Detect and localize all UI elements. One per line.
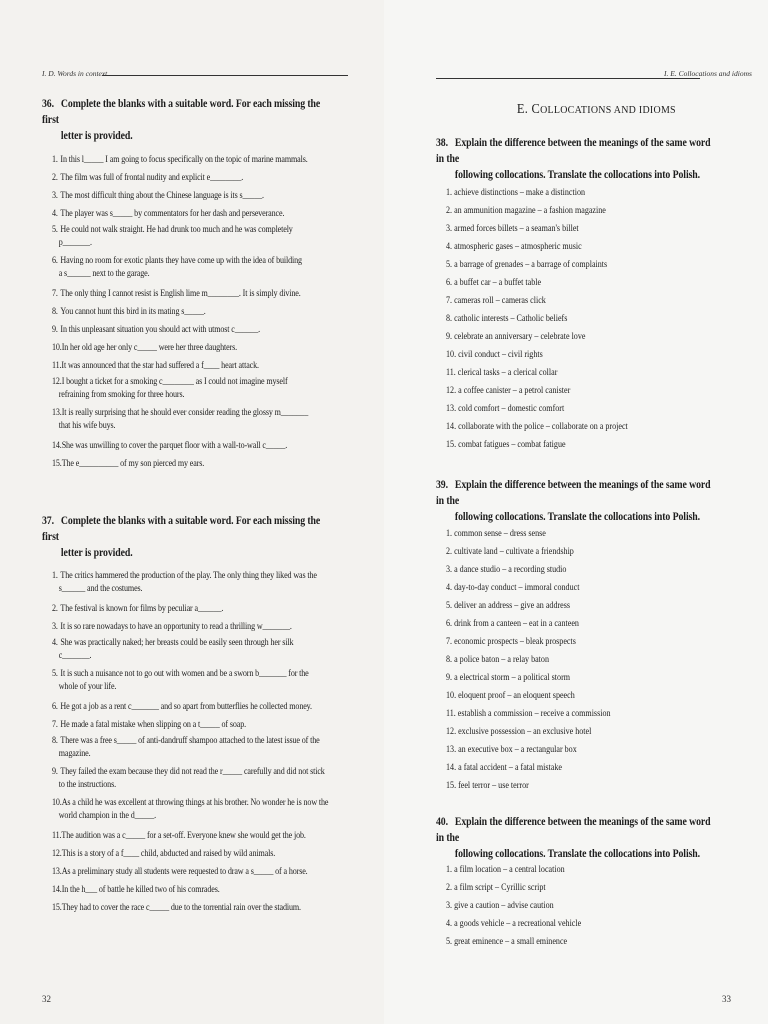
list-item xyxy=(52,569,329,600)
item-number: 12. xyxy=(446,386,457,396)
item-number: 14. xyxy=(52,884,62,895)
item-text-continued: s______ and the costumes. xyxy=(58,583,143,594)
item-number: 2. xyxy=(446,206,453,216)
item-text: He could not walk straight. He had drunk too much and he was completely xyxy=(60,224,293,235)
item-text: a fatal accident – a fatal mistake xyxy=(458,763,562,773)
exercise-39-items xyxy=(446,525,756,795)
item-text: The film was full of frontal nudity and explicit e________. xyxy=(60,172,244,183)
item-text: She was practically naked; her breasts could be easily seen through her silk xyxy=(60,637,294,648)
section-title xyxy=(517,101,676,117)
exercise-title-line: letter is provided. xyxy=(60,547,133,559)
running-head-left: I. D. Words in context xyxy=(42,69,108,78)
item-number: 6. xyxy=(52,255,58,266)
list-item xyxy=(52,600,329,618)
item-number: 1. xyxy=(446,865,453,875)
item-text: cultivate land – cultivate a friendship xyxy=(454,547,574,557)
item-text: economic prospects – bleak prospects xyxy=(454,637,576,647)
item-number: 15. xyxy=(446,781,457,791)
item-text-continued: that his wife buys. xyxy=(58,420,116,431)
item-text: a goods vehicle – a recreational vehicle xyxy=(454,919,582,929)
exercise-title-line: following collocations. Translate the collocations into Polish. xyxy=(454,169,701,181)
item-number: 5. xyxy=(52,224,58,235)
exercise-number: 37. xyxy=(42,515,54,527)
item-text: give a caution – advise caution xyxy=(454,901,554,911)
list-item xyxy=(52,254,329,285)
exercise-title xyxy=(436,135,720,183)
list-item xyxy=(52,223,329,254)
item-text: It was announced that the star had suffered a f____ heart attack. xyxy=(61,360,259,371)
list-item xyxy=(52,205,329,223)
list-item xyxy=(52,765,329,796)
exercise-number: 38. xyxy=(436,137,448,149)
list-item xyxy=(52,285,329,303)
item-text: a barrage of grenades – a barrage of complaints xyxy=(454,260,608,270)
list-item xyxy=(446,382,713,400)
item-number: 1. xyxy=(52,154,58,165)
item-number: 11. xyxy=(52,830,62,841)
list-item xyxy=(52,734,329,765)
list-item xyxy=(52,406,329,437)
item-number: 2. xyxy=(446,547,453,557)
item-number: 3. xyxy=(52,621,58,632)
list-item xyxy=(52,151,329,169)
item-number: 7. xyxy=(52,288,58,299)
list-item xyxy=(446,597,713,615)
section-title-smallcaps: OLLOCATIONS AND IDIOMS xyxy=(540,104,676,116)
list-item xyxy=(52,899,329,917)
exercise-title xyxy=(436,477,720,525)
item-number: 11. xyxy=(446,709,456,719)
item-number: 2. xyxy=(52,603,58,614)
exercise-37 xyxy=(42,513,382,561)
exercise-37-items xyxy=(52,569,382,917)
list-item xyxy=(446,292,713,310)
item-text: He got a job as a rent c_______ and so apart from butterflies he collected money. xyxy=(60,701,312,712)
item-text: a police baton – a relay baton xyxy=(454,655,549,665)
item-number: 10. xyxy=(446,350,457,360)
item-number: 10. xyxy=(446,691,457,701)
list-item xyxy=(52,375,329,406)
list-item xyxy=(446,633,713,651)
item-text-continued: p_______. xyxy=(58,237,92,248)
item-text: She was unwilling to cover the parquet floor with a wall-to-wall c_____. xyxy=(61,440,288,451)
item-text: It is really surprising that he should ever consider reading the glossy m_______ xyxy=(61,407,309,418)
item-number: 9. xyxy=(52,324,58,335)
list-item xyxy=(52,187,329,205)
item-text: celebrate an anniversary – celebrate love xyxy=(454,332,586,342)
item-text: In this l_____ I am going to focus specifically on the topic of marine mammals. xyxy=(60,154,308,165)
exercise-title-line: Explain the difference between the meanings of the same word in the xyxy=(436,816,711,844)
item-number: 11. xyxy=(52,360,62,371)
item-text: In her old age her only c_____ were her three daughters. xyxy=(61,342,238,353)
item-number: 1. xyxy=(52,570,58,581)
item-text: The critics hammered the production of the play. The only thing they liked was the xyxy=(60,570,317,581)
item-number: 2. xyxy=(446,883,453,893)
item-number: 15. xyxy=(446,440,457,450)
item-number: 5. xyxy=(446,601,453,611)
list-item xyxy=(446,579,713,597)
list-item xyxy=(52,339,329,357)
item-number: 15. xyxy=(52,458,62,469)
item-text: As a child he was excellent at throwing things at his brother. No wonder he is now the xyxy=(61,797,329,808)
list-item xyxy=(446,328,713,346)
list-item xyxy=(52,845,329,863)
item-text-continued: whole of your life. xyxy=(58,681,117,692)
list-item xyxy=(446,615,713,633)
page-number-left: 32 xyxy=(42,994,51,1004)
item-text: The e__________ of my son pierced my ears. xyxy=(61,458,205,469)
exercise-36 xyxy=(42,96,382,144)
item-number: 14. xyxy=(52,440,62,451)
item-number: 3. xyxy=(446,224,453,234)
item-text: The audition was a c_____ for a set-off. Everyone knew she would get the job. xyxy=(61,830,306,841)
exercise-title-line: following collocations. Translate the collocations into Polish. xyxy=(454,511,701,523)
item-number: 4. xyxy=(446,583,453,593)
item-text: I bought a ticket for a smoking c________ as I could not imagine myself xyxy=(61,376,288,387)
item-text: The only thing I cannot resist is English lime m________. It is simply divine. xyxy=(60,288,301,299)
exercise-number: 36. xyxy=(42,98,54,110)
item-number: 8. xyxy=(52,735,58,746)
list-item xyxy=(446,933,713,951)
item-number: 9. xyxy=(446,673,453,683)
item-number: 12. xyxy=(446,727,457,737)
list-item xyxy=(446,274,713,292)
exercise-title xyxy=(42,96,334,144)
list-item xyxy=(52,455,329,473)
item-text: They failed the exam because they did not read the r_____ carefully and did not stick xyxy=(60,766,325,777)
item-text: It is so rare nowadays to have an opportunity to read a thrilling w_______. xyxy=(60,621,292,632)
item-text: a film script – Cyrillic script xyxy=(454,883,546,893)
item-number: 3. xyxy=(446,901,453,911)
item-text: combat fatigues – combat fatigue xyxy=(458,440,566,450)
list-item xyxy=(446,525,713,543)
item-number: 7. xyxy=(446,637,453,647)
list-item xyxy=(446,897,713,915)
list-item xyxy=(446,202,713,220)
item-number: 13. xyxy=(446,404,457,414)
item-text: an ammunition magazine – a fashion magazine xyxy=(454,206,606,216)
item-text: It is such a nuisance not to go out with women and be a sworn b_______ for the xyxy=(60,668,309,679)
list-item xyxy=(52,169,329,187)
item-number: 13. xyxy=(52,866,62,877)
item-text: an executive box – a rectangular box xyxy=(458,745,577,755)
header-rule xyxy=(102,75,348,76)
item-number: 14. xyxy=(446,763,457,773)
item-text: common sense – dress sense xyxy=(454,529,546,539)
item-text: a film location – a central location xyxy=(454,865,565,875)
item-text: armed forces billets – a seaman's billet xyxy=(454,224,579,234)
item-number: 9. xyxy=(446,332,453,342)
exercise-40-items xyxy=(446,861,756,951)
item-text: He made a fatal mistake when slipping on a t_____ of soap. xyxy=(60,719,247,730)
item-number: 15. xyxy=(52,902,62,913)
item-number: 7. xyxy=(446,296,453,306)
exercise-number: 39. xyxy=(436,479,448,491)
list-item xyxy=(52,437,329,455)
list-item xyxy=(52,303,329,321)
item-number: 9. xyxy=(52,766,58,777)
item-text: In the h___ of battle he killed two of his comrades. xyxy=(61,884,220,895)
list-item xyxy=(446,543,713,561)
item-text: Having no room for exotic plants they have come up with the idea of building xyxy=(60,255,302,266)
item-number: 8. xyxy=(446,314,453,324)
list-item xyxy=(446,723,713,741)
list-item xyxy=(52,357,329,375)
exercise-title-line: Complete the blanks with a suitable word. For each missing the first xyxy=(42,515,321,543)
list-item xyxy=(52,716,329,734)
list-item xyxy=(446,364,713,382)
exercise-38-items xyxy=(446,184,756,454)
page-number-right: 33 xyxy=(722,994,731,1004)
item-text: collaborate with the police – collaborate on a project xyxy=(458,422,628,432)
running-head-right: I. E. Collocations and idioms xyxy=(664,69,752,78)
item-text: establish a commission – receive a commission xyxy=(457,709,611,719)
list-item xyxy=(446,705,713,723)
item-number: 4. xyxy=(52,637,58,648)
list-item xyxy=(446,418,713,436)
list-item xyxy=(52,863,329,881)
item-number: 2. xyxy=(52,172,58,183)
list-item xyxy=(446,861,713,879)
exercise-title-line: Complete the blanks with a suitable word. For each missing the first xyxy=(42,98,321,126)
list-item xyxy=(446,759,713,777)
item-number: 4. xyxy=(52,208,58,219)
item-text: day-to-day conduct – immoral conduct xyxy=(454,583,580,593)
item-number: 12. xyxy=(52,376,62,387)
list-item xyxy=(446,400,713,418)
exercise-title-line: Explain the difference between the meanings of the same word in the xyxy=(436,137,711,165)
list-item xyxy=(446,741,713,759)
item-text: civil conduct – civil rights xyxy=(458,350,543,360)
item-text: cameras roll – cameras click xyxy=(454,296,546,306)
item-text: As a preliminary study all students were requested to draw a s_____ of a horse. xyxy=(61,866,308,877)
exercise-title-line: letter is provided. xyxy=(60,130,133,142)
item-text: This is a story of a f____ child, abducted and raised by wild animals. xyxy=(61,848,276,859)
list-item xyxy=(52,796,329,827)
item-number: 5. xyxy=(52,668,58,679)
list-item xyxy=(52,618,329,636)
item-text: The player was s_____ by commentators for her dash and perseverance. xyxy=(60,208,285,219)
list-item xyxy=(446,561,713,579)
item-text: a electrical storm – a political storm xyxy=(454,673,571,683)
item-text-continued: magazine. xyxy=(58,748,91,759)
item-text: catholic interests – Catholic beliefs xyxy=(454,314,568,324)
item-text-continued: a s______ next to the garage. xyxy=(58,268,150,279)
item-number: 14. xyxy=(446,422,457,432)
item-text-continued: c_______. xyxy=(58,650,92,661)
item-number: 3. xyxy=(446,565,453,575)
item-number: 4. xyxy=(446,242,453,252)
right-page xyxy=(384,0,768,1024)
list-item xyxy=(52,698,329,716)
list-item xyxy=(52,827,329,845)
list-item xyxy=(446,256,713,274)
item-text: The festival is known for films by peculiar a______. xyxy=(60,603,224,614)
item-number: 13. xyxy=(446,745,457,755)
exercise-title-line: following collocations. Translate the collocations into Polish. xyxy=(454,848,701,860)
item-number: 6. xyxy=(446,619,453,629)
item-text: You cannot hunt this bird in its mating s_____. xyxy=(60,306,206,317)
item-text: eloquent proof – an eloquent speech xyxy=(458,691,575,701)
list-item xyxy=(446,220,713,238)
item-number: 5. xyxy=(446,260,453,270)
exercise-title xyxy=(436,814,720,862)
item-text: cold comfort – domestic comfort xyxy=(458,404,565,414)
item-text: clerical tasks – a clerical collar xyxy=(457,368,558,378)
item-number: 1. xyxy=(446,188,453,198)
list-item xyxy=(446,651,713,669)
item-text: a buffet car – a buffet table xyxy=(454,278,542,288)
item-number: 5. xyxy=(446,937,453,947)
item-number: 8. xyxy=(52,306,58,317)
list-item xyxy=(52,667,329,698)
exercise-40 xyxy=(436,814,766,862)
item-number: 12. xyxy=(52,848,62,859)
item-text: deliver an address – give an address xyxy=(454,601,571,611)
item-number: 11. xyxy=(446,368,456,378)
list-item xyxy=(446,687,713,705)
item-text-continued: to the instructions. xyxy=(58,779,116,790)
list-item xyxy=(446,346,713,364)
exercise-title-line: Explain the difference between the meanings of the same word in the xyxy=(436,479,711,507)
exercise-39 xyxy=(436,477,766,525)
item-text: In this unpleasant situation you should act with utmost c______. xyxy=(60,324,261,335)
exercise-number: 40. xyxy=(436,816,448,828)
item-text: They had to cover the race c_____ due to the torrential rain over the stadium. xyxy=(61,902,301,913)
list-item xyxy=(52,636,329,667)
item-number: 6. xyxy=(446,278,453,288)
list-item xyxy=(446,310,713,328)
item-text: a dance studio – a recording studio xyxy=(454,565,567,575)
item-text: drink from a canteen – eat in a canteen xyxy=(454,619,579,629)
item-text-continued: world champion in the d_____. xyxy=(58,810,157,821)
list-item xyxy=(446,879,713,897)
list-item xyxy=(446,777,713,795)
item-number: 13. xyxy=(52,407,62,418)
list-item xyxy=(52,321,329,339)
item-number: 7. xyxy=(52,719,58,730)
item-number: 6. xyxy=(52,701,58,712)
list-item xyxy=(446,184,713,202)
item-text: achieve distinctions – make a distinction xyxy=(454,188,586,198)
section-title-initial: E. C xyxy=(516,101,541,116)
item-text: The most difficult thing about the Chinese language is its s_____. xyxy=(60,190,264,201)
item-text: exclusive possession – an exclusive hotel xyxy=(458,727,592,737)
item-number: 4. xyxy=(446,919,453,929)
item-text: feel terror – use terror xyxy=(458,781,529,791)
exercise-36-items xyxy=(52,151,382,473)
exercise-title xyxy=(42,513,334,561)
item-number: 3. xyxy=(52,190,58,201)
item-text: atmospheric gases – atmospheric music xyxy=(454,242,582,252)
list-item xyxy=(446,238,713,256)
list-item xyxy=(446,915,713,933)
item-text-continued: refraining from smoking for three hours. xyxy=(58,389,185,400)
item-number: 8. xyxy=(446,655,453,665)
list-item xyxy=(446,436,713,454)
item-number: 10. xyxy=(52,797,62,808)
exercise-38 xyxy=(436,135,766,183)
header-rule xyxy=(436,78,700,79)
item-number: 1. xyxy=(446,529,453,539)
list-item xyxy=(52,881,329,899)
list-item xyxy=(446,669,713,687)
item-text: great eminence – a small eminence xyxy=(454,937,568,947)
item-number: 10. xyxy=(52,342,62,353)
item-text: a coffee canister – a petrol canister xyxy=(458,386,571,396)
item-text: There was a free s_____ of anti-dandruff shampoo attached to the latest issue of the xyxy=(60,735,320,746)
